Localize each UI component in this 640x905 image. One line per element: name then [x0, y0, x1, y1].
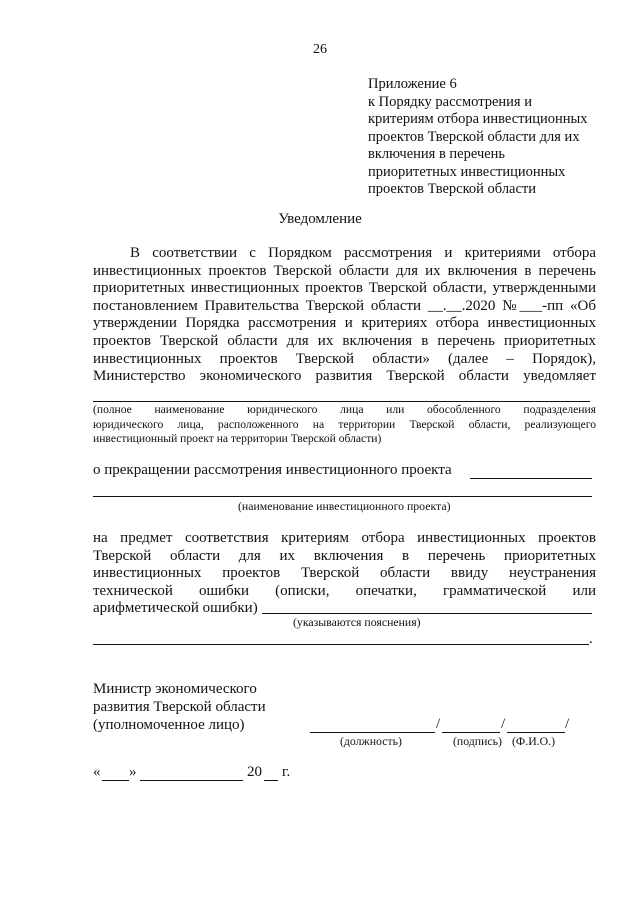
date-close-quote: »: [129, 764, 137, 780]
appendix-line: включения в перечень: [368, 146, 506, 162]
criteria-paragraph: [93, 530, 596, 618]
appendix-line: к Порядку рассмотрения и: [368, 93, 532, 110]
paragraph-line: инвестиционных проектов Тверской области» (далее – Порядок),: [93, 350, 596, 367]
signature-caption: (подпись): [453, 734, 502, 748]
paragraph-line: Министерство экономического развития Тверской области уведомляет: [93, 368, 596, 385]
end-period: .: [589, 631, 593, 647]
position-blank[interactable]: [310, 732, 435, 733]
appendix-line: приоритетных инвестиционных: [368, 163, 566, 180]
paragraph-line: приоритетных инвестиционных проектов Тверской области, утвержденными: [93, 280, 596, 297]
date-day-blank[interactable]: [102, 780, 129, 781]
signatory-line: развития Тверской области: [93, 699, 266, 715]
paragraph-line: проектов Тверской области для их включения в перечень приоритетных: [93, 332, 596, 349]
page-number: 26: [313, 42, 327, 57]
paragraph-line: Тверской области для их включения в перечень приоритетных: [93, 547, 596, 564]
position-caption: (должность): [340, 734, 402, 748]
signature-separator: /: [436, 716, 441, 732]
paragraph-line: технической ошибки (описки, опечатки, грамматической или: [93, 582, 596, 599]
explanation-caption: (указываются пояснения): [293, 615, 421, 629]
date-open-quote: «: [93, 764, 101, 780]
paragraph-line: инвестиционных проектов Тверской области для их включения в перечень: [93, 262, 596, 279]
termination-text: о прекращении рассмотрения инвестиционного проекта: [93, 462, 452, 478]
date-month-blank[interactable]: [140, 780, 243, 781]
signatory-line: Министр экономического: [93, 681, 257, 697]
date-year-prefix: 20: [247, 764, 262, 780]
entity-name-blank[interactable]: [93, 401, 590, 402]
project-name-blank-inline[interactable]: [470, 478, 592, 479]
paragraph-line: В соответствии с Порядком рассмотрения и критериями отбора: [130, 245, 596, 261]
explanation-blank-inline[interactable]: [262, 613, 592, 614]
signature-separator: /: [565, 716, 570, 732]
appendix-line: критериям отбора инвестиционных: [368, 111, 588, 127]
appendix-header: [368, 76, 588, 199]
paragraph-line: постановлением Правительства Тверской области __.__.2020 №___-пп «Об: [93, 297, 596, 314]
document-title: Уведомление: [278, 211, 362, 227]
signatory-line: (уполномоченное лицо): [93, 717, 245, 733]
signatory-block: [93, 680, 266, 734]
caption-line: инвестиционный проект на территории Тверской области): [93, 432, 382, 445]
caption-line: юридического лица, расположенного на территории Тверской области, реализующего: [93, 417, 596, 431]
name-blank[interactable]: [507, 732, 565, 733]
intro-paragraph: [93, 245, 596, 386]
appendix-line: Приложение 6: [368, 76, 457, 92]
signature-blank[interactable]: [442, 732, 500, 733]
project-name-caption: (наименование инвестиционного проекта): [238, 499, 451, 513]
caption-line: (полное наименование юридического лица или обособленного подразделения: [93, 403, 596, 416]
paragraph-line: утверждении Порядка рассмотрения и критериях отбора инвестиционных: [93, 315, 596, 332]
paragraph-line: инвестиционных проектов Тверской области ввиду неустранения: [93, 565, 596, 582]
name-caption: (Ф.И.О.): [512, 734, 556, 748]
appendix-line: проектов Тверской области для их: [368, 128, 580, 145]
date-year-suffix: г.: [282, 764, 291, 780]
paragraph-line: арифметической ошибки): [93, 600, 258, 617]
signature-separator: /: [501, 716, 506, 732]
project-name-blank[interactable]: [93, 496, 592, 497]
entity-name-caption: [93, 403, 596, 447]
date-year-blank[interactable]: [264, 780, 278, 781]
appendix-line: проектов Тверской области: [368, 181, 537, 197]
explanation-blank[interactable]: [93, 644, 589, 645]
paragraph-line: на предмет соответствия критериям отбора инвестиционных проектов: [93, 530, 596, 546]
